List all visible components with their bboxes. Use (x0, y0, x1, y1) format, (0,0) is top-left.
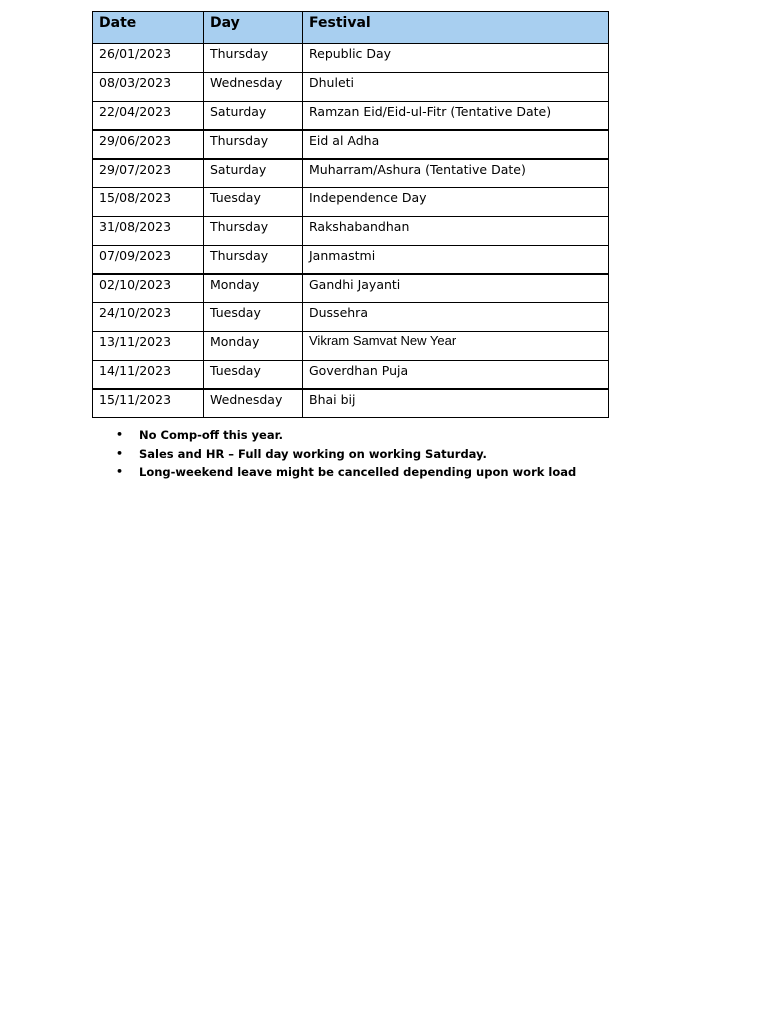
cell-date: 22/04/2023 (93, 101, 204, 130)
cell-date: 26/01/2023 (93, 44, 204, 73)
cell-festival: Dhuleti (303, 72, 609, 101)
cell-festival: Janmastmi (303, 245, 609, 274)
table-row (93, 130, 609, 159)
table-row (93, 44, 609, 73)
table-row (93, 331, 609, 360)
table-row (93, 245, 609, 274)
cell-day: Wednesday (204, 389, 303, 418)
cell-date: 29/06/2023 (93, 130, 204, 159)
cell-day: Tuesday (204, 187, 303, 216)
table-row (93, 72, 609, 101)
cell-festival: Bhai bij (303, 389, 609, 418)
cell-festival: Eid al Adha (303, 130, 609, 159)
notes-list (110, 426, 576, 482)
cell-festival: Gandhi Jayanti (303, 274, 609, 303)
header-day: Day (204, 12, 303, 44)
cell-day: Tuesday (204, 360, 303, 389)
cell-date: 29/07/2023 (93, 159, 204, 188)
cell-day: Monday (204, 331, 303, 360)
cell-festival: Independence Day (303, 187, 609, 216)
cell-day: Thursday (204, 245, 303, 274)
note-text: No Comp-off this year. (139, 428, 284, 442)
note-item (116, 463, 577, 482)
cell-day: Thursday (204, 216, 303, 245)
table-row (93, 216, 609, 245)
table-row (93, 187, 609, 216)
cell-day: Monday (204, 274, 303, 303)
cell-day: Saturday (204, 101, 303, 130)
cell-day: Wednesday (204, 72, 303, 101)
cell-day: Tuesday (204, 303, 303, 332)
header-date: Date (93, 12, 204, 44)
cell-day: Saturday (204, 159, 303, 188)
holiday-table-body (93, 44, 609, 418)
cell-date: 15/11/2023 (93, 389, 204, 418)
table-row (93, 101, 609, 130)
holiday-table (92, 11, 609, 418)
header-row (93, 12, 609, 44)
table-row (93, 303, 609, 332)
note-text: Long-weekend leave might be cancelled depending upon work load (139, 465, 577, 479)
bullet-icon: • (116, 446, 124, 460)
cell-date: 02/10/2023 (93, 274, 204, 303)
cell-festival: Ramzan Eid/Eid-ul-Fitr (Tentative Date) (303, 101, 609, 130)
table-row (93, 389, 609, 418)
cell-festival: Vikram Samvat New Year (303, 331, 609, 360)
cell-date: 15/08/2023 (93, 187, 204, 216)
cell-date: 13/11/2023 (93, 331, 204, 360)
bullet-icon: • (116, 465, 124, 478)
holiday-table-header (93, 12, 609, 44)
cell-festival: Dussehra (303, 303, 609, 332)
note-text: Sales and HR – Full day working on working Saturday. (139, 446, 487, 461)
note-item (116, 426, 576, 445)
cell-date: 31/08/2023 (93, 216, 204, 245)
cell-festival: Rakshabandhan (303, 216, 609, 245)
table-row (93, 274, 609, 303)
bullet-icon: • (116, 428, 124, 441)
cell-date: 14/11/2023 (93, 360, 204, 389)
cell-festival: Goverdhan Puja (303, 360, 609, 389)
header-festival: Festival (303, 12, 609, 44)
cell-festival: Muharram/Ashura (Tentative Date) (303, 159, 609, 188)
cell-day: Thursday (204, 130, 303, 159)
table-row (93, 159, 609, 188)
cell-date: 24/10/2023 (93, 303, 204, 332)
note-item (116, 445, 576, 464)
table-row (93, 360, 609, 389)
cell-day: Thursday (204, 44, 303, 73)
cell-date: 08/03/2023 (93, 72, 204, 101)
cell-date: 07/09/2023 (93, 245, 204, 274)
cell-festival: Republic Day (303, 44, 609, 73)
